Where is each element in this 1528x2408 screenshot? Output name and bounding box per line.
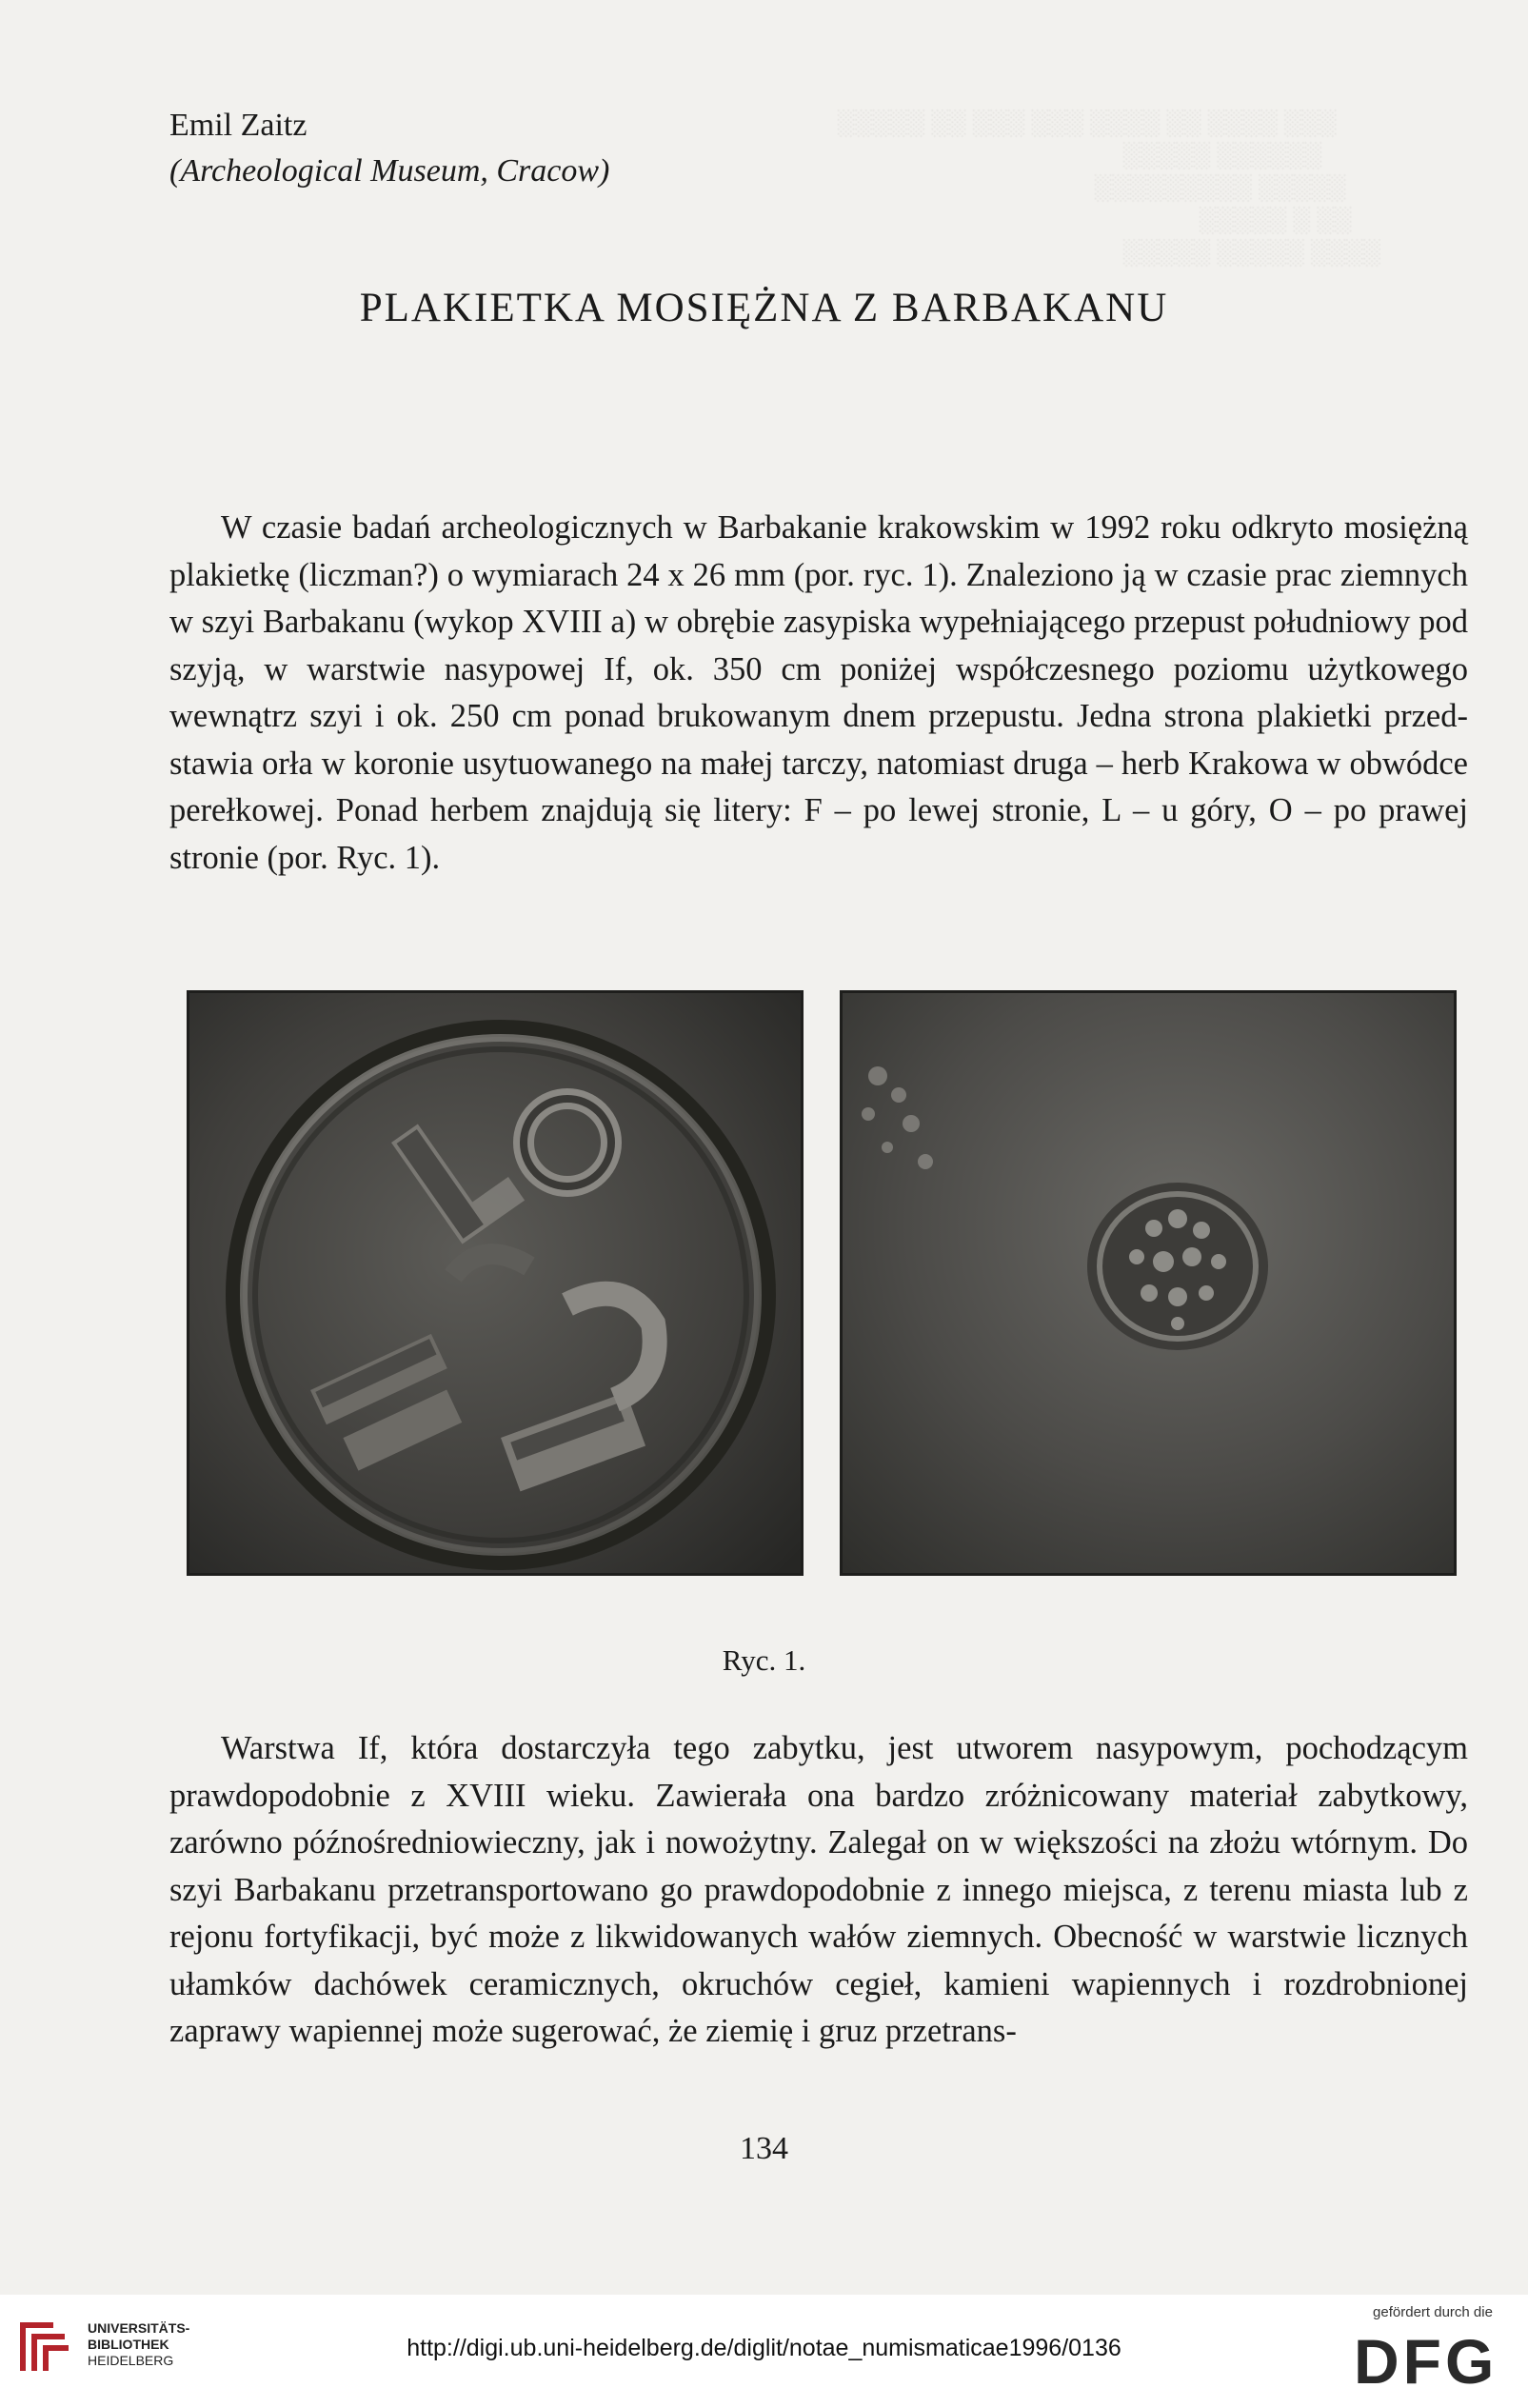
paragraph-2: Warstwa If, która dostarczyła tego zabytku, jest utworem nasypowym, pochodzącym prawdopodobnie z XVIII wieku. Zawierała ona bardzo zróżnicowany materiał zabytkowy, zarówno późnośredniowieczny, jak i nowożytny. Zalegał on w większości na złożu wtórnym. Do szyi Barbakanu przetransportowano go prawdopodobnie z innego miejsca, z terenu miasta lub z rejonu fortyfikacji, być może z likwidowanych wałów ziemnych. Obecność w warstwie licznych ułamków dachówek ceramicznych, okruchów cegieł, kamieni wapiennych i rozdrobnionej zaprawy wapiennej może sugerować, że ziemię i gruz przetrans- xyxy=(169,1730,1468,2049)
show-through-text: ░░░░ ░░░░░ ░░░░░ xyxy=(1123,238,1381,266)
figure-caption: Ryc. 1. xyxy=(722,1643,806,1677)
author-name: Emil Zaitz xyxy=(169,108,308,143)
paragraph-1: W czasie badań archeologicznych w Barbakanie krakowskim w 1992 roku odkryto mosiężną plakietkę (liczman?) o wymiarach 24 x 26 mm (por. ryc. 1). Znaleziono ją w czasie prac ziemnych w szyi Barbakanu (wykop XVIII a) w obrębie zasypiska wypełniającego przepust południowy pod szyją, w warstwie nasypowej If, ok. 350 cm poniżej współczesnego poziomu użytkowego wewnątrz szyi i ok. 250 cm ponad brukowanym dnem przepustu. Jedna strona plakietki przedstawia orła w koronie usytuowanego na małej tarczy, natomiast druga – herb Krakowa w obwódce perełkowej. Ponad herbem znajdują się litery: F – po lewej stronie, L – u góry, O – po prawej stronie (por. Ryc. 1). xyxy=(169,509,1468,876)
show-through-text: ░░░░░░ ░░░░░ xyxy=(1123,141,1323,169)
library-name-line: UNIVERSITÄTS- xyxy=(88,2320,190,2336)
library-name-line: BIBLIOTHEK xyxy=(88,2337,169,2352)
article-title: PLAKIETKA MOSIĘŻNA Z BARBAKANU xyxy=(359,286,1169,330)
show-through-text: ░░ ░ ░░░░░ xyxy=(1200,206,1353,233)
funding-label: gefördert durch die xyxy=(1373,2304,1493,2320)
show-through-text: ░░░ ░░░░ ░░ ░░░░ ░░░ ░░░ ░░ ░░░░░ xyxy=(838,109,1338,136)
dfg-logo: DFG xyxy=(1354,2326,1498,2397)
source-url-link[interactable]: http://digi.ub.uni-heidelberg.de/diglit/notae_numismaticae1996/0136 xyxy=(407,2335,1121,2361)
plaque-eagle-image xyxy=(840,990,1457,1576)
author-affiliation: (Archeological Museum, Cracow) xyxy=(169,153,610,189)
plaque-letters-image xyxy=(187,990,804,1576)
author-block xyxy=(169,103,609,194)
plaque-photo-right xyxy=(840,990,1457,1576)
show-through-text: ░░░░░ ░░░░░░░░░ xyxy=(1095,173,1347,201)
page-number: 134 xyxy=(740,2131,788,2166)
library-name-line: HEIDELBERG xyxy=(88,2353,174,2368)
plaque-photo-left xyxy=(187,990,804,1576)
